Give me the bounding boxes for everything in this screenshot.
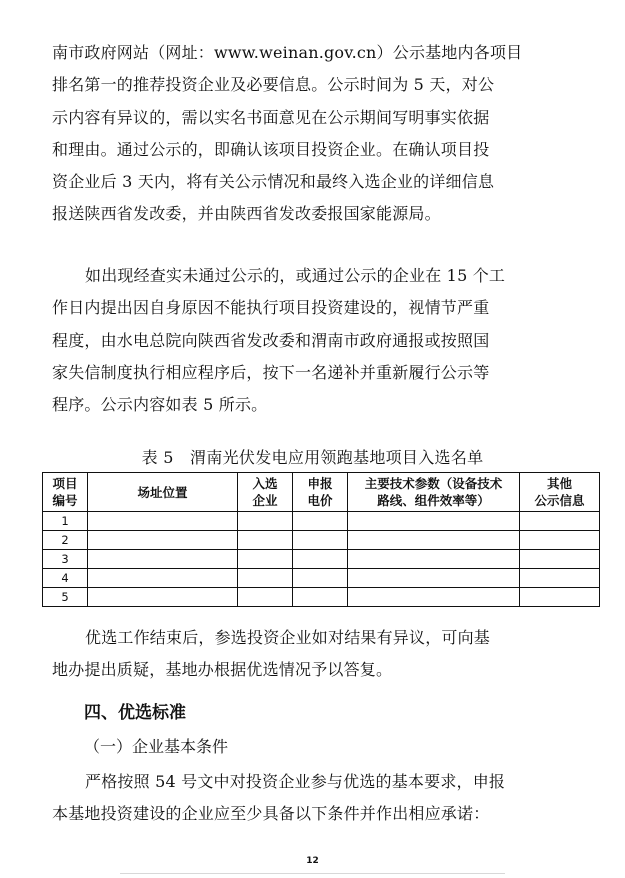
text-line: 资企业后 3 天内，将有关公示情况和最终入选企业的详细信息 bbox=[52, 172, 495, 192]
table-row bbox=[43, 531, 600, 550]
table-cell bbox=[293, 550, 348, 569]
table-cell bbox=[293, 531, 348, 550]
text-line: 程度，由水电总院向陕西省发改委和渭南市政府通报或按照国 bbox=[52, 330, 490, 350]
paragraph-objection bbox=[52, 622, 592, 687]
table-cell bbox=[293, 569, 348, 588]
table-row bbox=[43, 588, 600, 607]
table-cell bbox=[520, 588, 600, 607]
table-cell bbox=[238, 569, 293, 588]
table-cell bbox=[293, 512, 348, 531]
row-number: 2 bbox=[43, 531, 88, 550]
text-line: 本基地投资建设的企业应至少具备以下条件并作出相应承诺： bbox=[52, 804, 490, 824]
table-row bbox=[43, 569, 600, 588]
table-cell bbox=[520, 550, 600, 569]
table-cell bbox=[348, 569, 520, 588]
text-line: 示内容有异议的，需以实名书面意见在公示期间写明事实依据 bbox=[52, 107, 490, 127]
table-cell bbox=[348, 512, 520, 531]
page-number: 12 bbox=[306, 856, 319, 866]
text-line: 报送陕西省发改委，并由陕西省发改委报国家能源局。 bbox=[52, 204, 441, 224]
table-cell bbox=[520, 512, 600, 531]
paragraph-publicity bbox=[52, 37, 592, 231]
table-cell bbox=[348, 531, 520, 550]
table-cell bbox=[348, 550, 520, 569]
header-declared-price: 申报 电价 bbox=[293, 473, 348, 512]
table-cell bbox=[88, 588, 238, 607]
table-cell bbox=[520, 531, 600, 550]
text-line: 程序。公示内容如表 5 所示。 bbox=[52, 395, 268, 415]
text-line: 和理由。通过公示的，即确认该项目投资企业。在确认项目投 bbox=[52, 139, 490, 159]
results-table bbox=[42, 472, 600, 607]
table-cell bbox=[88, 569, 238, 588]
table-cell bbox=[238, 512, 293, 531]
text-line: 严格按照 54 号文中对投资企业参与优选的基本要求，申报 bbox=[85, 772, 506, 791]
table-cell bbox=[88, 512, 238, 531]
header-technical-params: 主要技术参数（设备技术 路线、组件效率等） bbox=[348, 473, 520, 512]
table-caption: 表 5 渭南光伏发电应用领跑基地项目入选名单 bbox=[141, 448, 484, 467]
table-cell bbox=[238, 588, 293, 607]
row-number: 5 bbox=[43, 588, 88, 607]
table-cell bbox=[348, 588, 520, 607]
paragraph-failure-handling bbox=[52, 260, 592, 421]
header-site-location: 场址位置 bbox=[88, 473, 238, 512]
table-cell bbox=[293, 588, 348, 607]
row-number: 4 bbox=[43, 569, 88, 588]
table-row bbox=[43, 512, 600, 531]
text-line: 南市政府网站（网址：www.weinan.gov.cn）公示基地内各项目 bbox=[52, 43, 523, 62]
header-project-number: 项目 编号 bbox=[43, 473, 88, 512]
header-selected-company: 入选 企业 bbox=[238, 473, 293, 512]
table-cell bbox=[88, 550, 238, 569]
header-other-info: 其他 公示信息 bbox=[520, 473, 600, 512]
text-line: 地办提出质疑，基地办根据优选情况予以答复。 bbox=[52, 660, 393, 680]
text-line: 优选工作结束后，参选投资企业如对结果有异议，可向基 bbox=[85, 628, 491, 647]
subsection-heading: （一）企业基本条件 bbox=[84, 737, 229, 756]
text-line: 家失信制度执行相应程序后，按下一名递补并重新履行公示等 bbox=[52, 362, 490, 382]
footer-divider bbox=[120, 873, 505, 874]
text-line: 作日内提出因自身原因不能执行项目投资建设的，视情节严重 bbox=[52, 298, 490, 318]
row-number: 3 bbox=[43, 550, 88, 569]
table-cell bbox=[88, 531, 238, 550]
table-cell bbox=[238, 531, 293, 550]
table-cell bbox=[238, 550, 293, 569]
section-heading: 四、优选标准 bbox=[84, 703, 186, 723]
row-number: 1 bbox=[43, 512, 88, 531]
table-header-row bbox=[43, 473, 600, 512]
table-row bbox=[43, 550, 600, 569]
text-line: 如出现经查实未通过公示的，或通过公示的企业在 15 个工 bbox=[85, 266, 506, 285]
table-cell bbox=[520, 569, 600, 588]
text-line: 排名第一的推荐投资企业及必要信息。公示时间为 5 天，对公 bbox=[52, 75, 495, 95]
paragraph-requirements bbox=[52, 766, 592, 831]
